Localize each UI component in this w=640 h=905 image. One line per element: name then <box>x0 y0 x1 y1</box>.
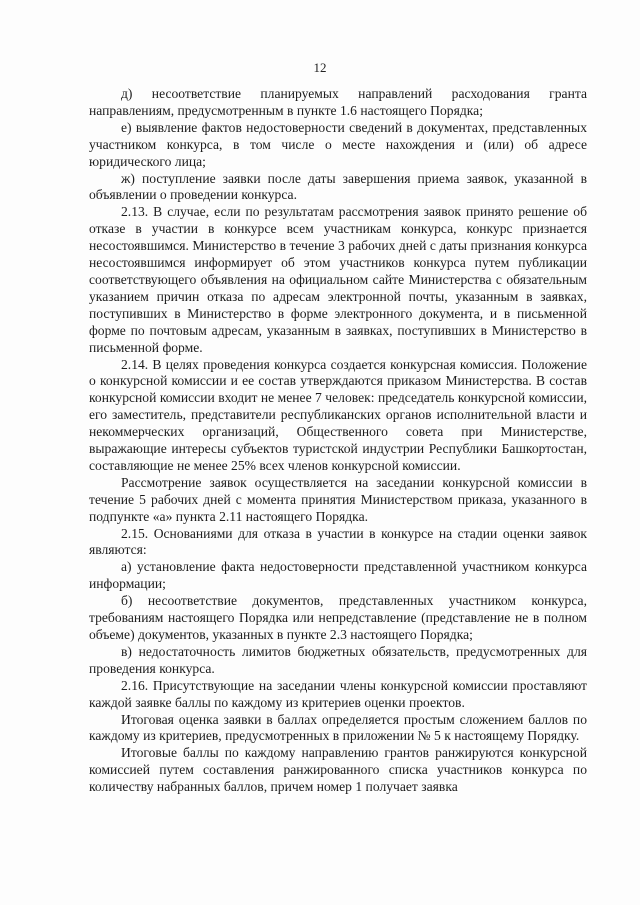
paragraph-2-13: 2.13. В случае, если по результатам рассмотрения заявок принято решение об отказе в участии в конкурсе всем участникам конкурса, конкурс признается несостоявшимся. Министерство в течение 3 рабочих дней с даты признания конкурса несостоявшимся информирует об этом участников конкурса путем публикации соответствующего объявления на официальном сайте Министерства с обязательным указанием причин отказа по адресам электронной почты, указанным в заявках, поступивших в Министерство в форме электронного документа, и в письменной форме по почтовым адресам, указанным в заявках, поступивших в Министерство в письменной форме. <box>89 204 587 355</box>
paragraph-2-16: 2.16. Присутствующие на заседании члены конкурсной комиссии проставляют каждой заявке баллы по каждому из критериев оценки проектов. <box>89 677 587 710</box>
paragraph-item-zh: ж) поступление заявки после даты завершения приема заявок, указанной в объявлении о проведении конкурса. <box>89 170 587 203</box>
paragraph-reason-b: б) несоответствие документов, представленных участником конкурса, требованиям настоящего Порядка или непредставление (представление не в полном объеме) документов, указанных в пункте 2.3 настоящего Порядка; <box>89 593 587 642</box>
paragraph-2-15: 2.15. Основаниями для отказа в участии в конкурсе на стадии оценки заявок являются: <box>89 525 587 558</box>
paragraph-item-d: д) несоответствие планируемых направлений расходования гранта направлениям, предусмотренным в пункте 1.6 настоящего Порядка; <box>89 86 587 118</box>
paragraph-final-score: Итоговая оценка заявки в баллах определяется простым сложением баллов по каждому из критериев, предусмотренных в приложении № 5 к настоящему Порядку. <box>89 711 587 744</box>
page-number: 12 <box>313 60 327 75</box>
paragraph-review-term: Рассмотрение заявок осуществляется на заседании конкурсной комиссии в течение 5 рабочих дней с момента принятия Министерством приказа, указанного в подпункте «а» пункта 2.11 настоящего Порядка. <box>89 474 587 524</box>
paragraph-item-e: е) выявление фактов недостоверности сведений в документах, представленных участником конкурса, в том числе о месте нахождения и (или) об адресе юридического лица; <box>89 119 587 169</box>
paragraph-reason-a: а) установление факта недостоверности представленной участником конкурса информации; <box>89 559 587 592</box>
paragraph-ranking: Итоговые баллы по каждому направлению грантов ранжируются конкурсной комиссией путем составления ранжированного списка участников конкурса по количеству набранных баллов, причем номер 1 получает заявка <box>89 745 587 795</box>
document-body <box>89 86 587 796</box>
paragraph-2-14: 2.14. В целях проведения конкурса создается конкурсная комиссия. Положение о конкурсной комиссии и ее состав утверждаются приказом Министерства. В состав конкурсной комиссии входит не менее 7 человек: председатель конкурсной комиссии, его заместитель, представители республиканских органов исполнительной власти и некоммерческих организаций, Общественного совета при Министерстве, выражающие интересы субъектов туристской индустрии Республики Башкортостан, составляющие не менее 25% всех членов конкурсной комиссии. <box>89 356 587 473</box>
paragraph-reason-v: в) недостаточность лимитов бюджетных обязательств, предусмотренных для проведения конкурса. <box>89 643 587 676</box>
